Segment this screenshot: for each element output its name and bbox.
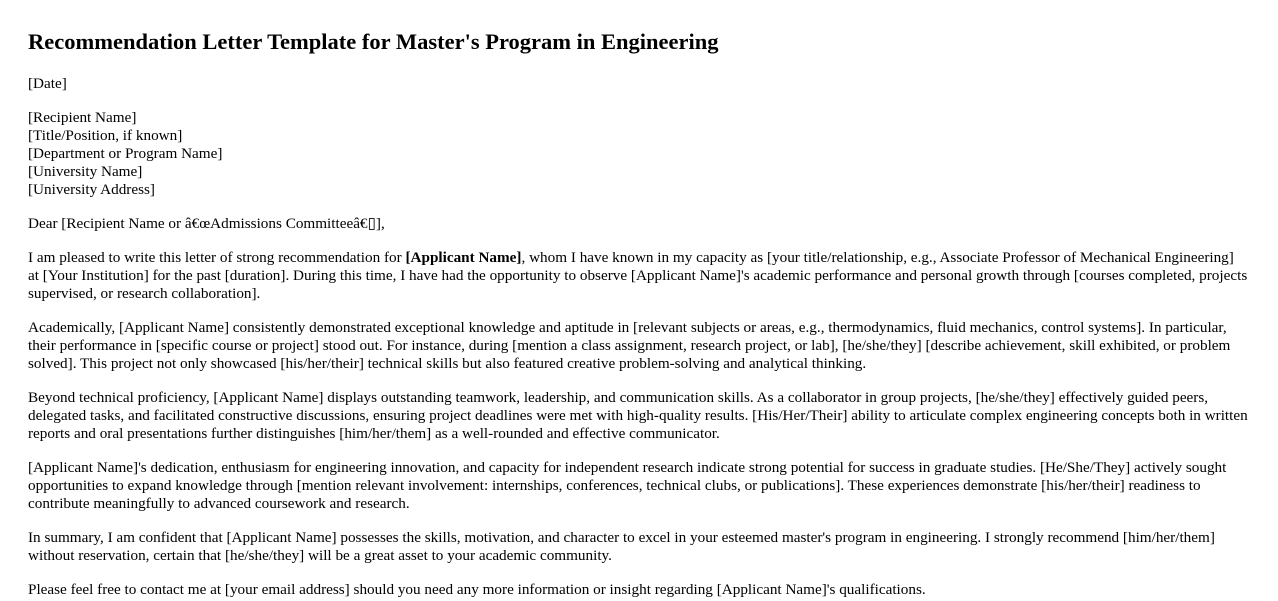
summary-paragraph: In summary, I am confident that [Applicant Name] possesses the skills, motivation, and character to excel in your esteemed master's program in engineering. I strongly recommend [him/her/them] without reservation, certain that [he/she/they] will be a great asset to your academic community.: [28, 529, 1215, 564]
date-line: [Date]: [28, 75, 67, 92]
intro-text-end: , whom I have known in my capacity as [your title/relationship, e.g., Associate Professor of Mechanical Engineering] at [Your Institution] for the past [duration]. During this time, I have had the opportunity to observe [Applicant Name]'s academic performance and personal growth through [courses completed, projects supervised, or research collaboration].: [28, 249, 1248, 302]
intro-text-start: I am pleased to write this letter of strong recommendation for: [28, 249, 406, 266]
intro-paragraph: [28, 249, 1248, 303]
dedication-paragraph: [Applicant Name]'s dedication, enthusiasm for engineering innovation, and capacity for independent research indicate strong potential for success in graduate studies. [He/She/They] actively sought opportunities to expand knowledge through [mention relevant involvement: internships, conferences, technical clubs, or publications]. These experiences demonstrate [his/her/their] readiness to contribute meaningfully to advanced coursework and research.: [28, 459, 1227, 512]
recipient-university-line: [University Name]: [28, 163, 143, 180]
recipient-title-line: [Title/Position, if known]: [28, 127, 183, 144]
applicant-name-bold: [Applicant Name]: [405, 249, 522, 266]
recipient-name-line: [Recipient Name]: [28, 109, 137, 126]
salutation: Dear [Recipient Name or â€œAdmissions Committeeâ€▯],: [28, 215, 385, 232]
contact-paragraph: Please feel free to contact me at [your email address] should you need any more information or insight regarding [Applicant Name]'s qualifications.: [28, 581, 926, 598]
page-title: Recommendation Letter Template for Master's Program in Engineering: [28, 29, 719, 54]
recipient-department-line: [Department or Program Name]: [28, 145, 223, 162]
recipient-university-address-line: [University Address]: [28, 181, 155, 198]
recipient-address-block: [28, 109, 1248, 199]
teamwork-paragraph: Beyond technical proficiency, [Applicant Name] displays outstanding teamwork, leadership, and communication skills. As a collaborator in group projects, [he/she/they] effectively guided peers, delegated tasks, and facilitated constructive discussions, ensuring project deadlines were met with high-quality results. [His/Her/Their] ability to articulate complex engineering concepts both in written reports and oral presentations further distinguishes [him/her/them] as a well-rounded and effective communicator.: [28, 389, 1248, 442]
academic-paragraph: Academically, [Applicant Name] consistently demonstrated exceptional knowledge and aptitude in [relevant subjects or areas, e.g., thermodynamics, fluid mechanics, control systems]. In particular, their performance in [specific course or project] stood out. For instance, during [mention a class assignment, research project, or lab], [he/she/they] [describe achievement, skill exhibited, or problem solved]. This project not only showcased [his/her/their] technical skills but also featured creative problem-solving and analytical thinking.: [28, 319, 1231, 372]
